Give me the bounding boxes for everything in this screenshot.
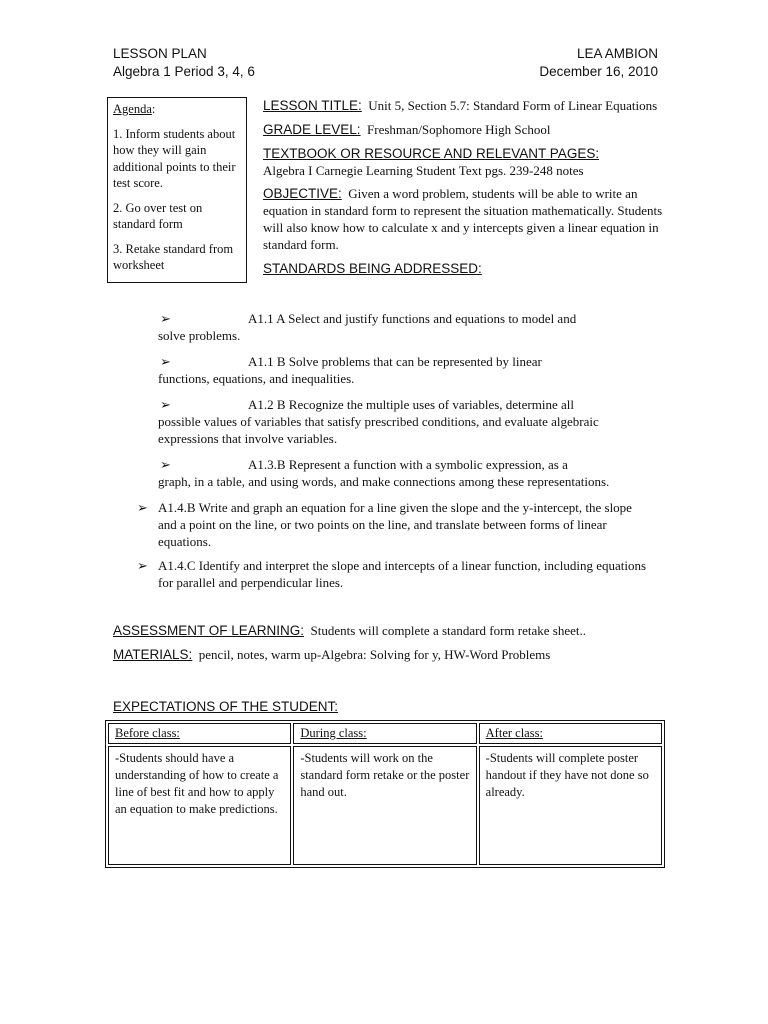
standards-heading: [263, 260, 663, 277]
arrow-bullet-icon: ➢: [160, 311, 171, 326]
standard-item: [158, 456, 648, 490]
textbook-section: [263, 145, 663, 179]
agenda-title: Agenda:: [113, 102, 156, 116]
column-header-after: After class:: [479, 723, 662, 744]
column-header-during: During class:: [293, 723, 476, 744]
table-header-row: [108, 723, 662, 744]
materials-label: MATERIALS:: [113, 647, 193, 662]
textbook-value: Algebra I Carnegie Learning Student Text pgs. 239-248 notes: [263, 163, 584, 178]
standard-first-line: A1.3.B Represent a function with a symbolic expression, as a: [248, 457, 568, 472]
lesson-title-label: LESSON TITLE:: [263, 98, 362, 113]
standard-continuation: possible values of variables that satisfy prescribed conditions, and evaluate algebraic expressions that involve variables.: [158, 414, 599, 446]
agenda-item: 2. Go over test on standard form: [113, 200, 203, 231]
header-right: [539, 45, 658, 81]
standard-first-line: A1.1 B Solve problems that can be represented by linear: [248, 354, 542, 369]
grade-level-section: [263, 121, 663, 138]
standard-item: [137, 499, 648, 550]
materials-value: pencil, notes, warm up-Algebra: Solving for y, HW-Word Problems: [198, 647, 551, 662]
grade-level-value: Freshman/Sophomore High School: [367, 122, 551, 137]
before-class-cell: -Students should have a understanding of how to create a line of best fit and how to apply an equation to make predictions.: [108, 746, 291, 865]
lesson-details: [263, 97, 663, 284]
during-class-cell: -Students will work on the standard form retake or the poster hand out.: [293, 746, 476, 865]
column-header-before: Before class:: [108, 723, 291, 744]
agenda-box: [107, 97, 247, 283]
lesson-title-value: Unit 5, Section 5.7: Standard Form of Linear Equations: [368, 98, 658, 113]
lesson-date: December 16, 2010: [539, 64, 658, 79]
doc-title: LESSON PLAN: [113, 46, 207, 61]
agenda-item: 1. Inform students about how they will gain additional points to their test score.: [113, 126, 236, 190]
standard-continuation: graph, in a table, and using words, and make connections among these representations.: [158, 474, 610, 489]
objective-value: Given a word problem, students will be able to write an equation in standard form to represent the situation mathematically. Students will also know how to calculate x and y intercepts given a linear equation in standard form.: [263, 186, 663, 252]
objective-section: [263, 185, 663, 253]
standard-continuation: solve problems.: [158, 328, 241, 343]
arrow-bullet-icon: ➢: [160, 354, 171, 369]
assessment-label: ASSESSMENT OF LEARNING:: [113, 623, 305, 638]
table-row: [108, 746, 662, 865]
agenda-item: 3. Retake standard from worksheet: [113, 241, 234, 272]
objective-label: OBJECTIVE:: [263, 186, 342, 201]
standard-item: [137, 557, 648, 591]
arrow-bullet-icon: ➢: [137, 500, 148, 515]
standards-label: STANDARDS BEING ADDRESSED:: [263, 261, 482, 276]
standard-item: [158, 310, 648, 344]
materials-section: [113, 646, 673, 663]
textbook-label: TEXTBOOK OR RESOURCE AND RELEVANT PAGES:: [263, 146, 600, 161]
lesson-title-section: [263, 97, 663, 114]
standard-text: A1.4.B Write and graph an equation for a line given the slope and the y-intercept, the slope and a point on the line, or two points on the line, and translate between forms of linear equations.: [158, 500, 632, 549]
teacher-name: LEA AMBION: [576, 46, 658, 61]
assessment-value: Students will complete a standard form retake sheet..: [310, 623, 586, 638]
class-periods: Algebra 1 Period 3, 4, 6: [113, 64, 255, 79]
after-class-cell: -Students will complete poster handout if they have not done so already.: [479, 746, 662, 865]
arrow-bullet-icon: ➢: [160, 397, 171, 412]
expectations-table: [105, 720, 665, 868]
standard-item: [158, 353, 648, 387]
standard-first-line: A1.1 A Select and justify functions and equations to model and: [248, 311, 577, 326]
standard-first-line: A1.2 B Recognize the multiple uses of variables, determine all: [248, 397, 574, 412]
arrow-bullet-icon: ➢: [137, 558, 148, 573]
arrow-bullet-icon: ➢: [160, 457, 171, 472]
expectations-title: EXPECTATIONS OF THE STUDENT:: [113, 699, 339, 714]
assessment-section: [113, 622, 673, 639]
grade-level-label: GRADE LEVEL:: [263, 122, 361, 137]
standards-list: [137, 310, 648, 598]
standard-text: A1.4.C Identify and interpret the slope and intercepts of a linear function, including equations for parallel and perpendicular lines.: [158, 558, 647, 590]
header-left: [113, 45, 255, 81]
standard-continuation: functions, equations, and inequalities.: [158, 371, 355, 386]
standard-item: [158, 396, 648, 447]
